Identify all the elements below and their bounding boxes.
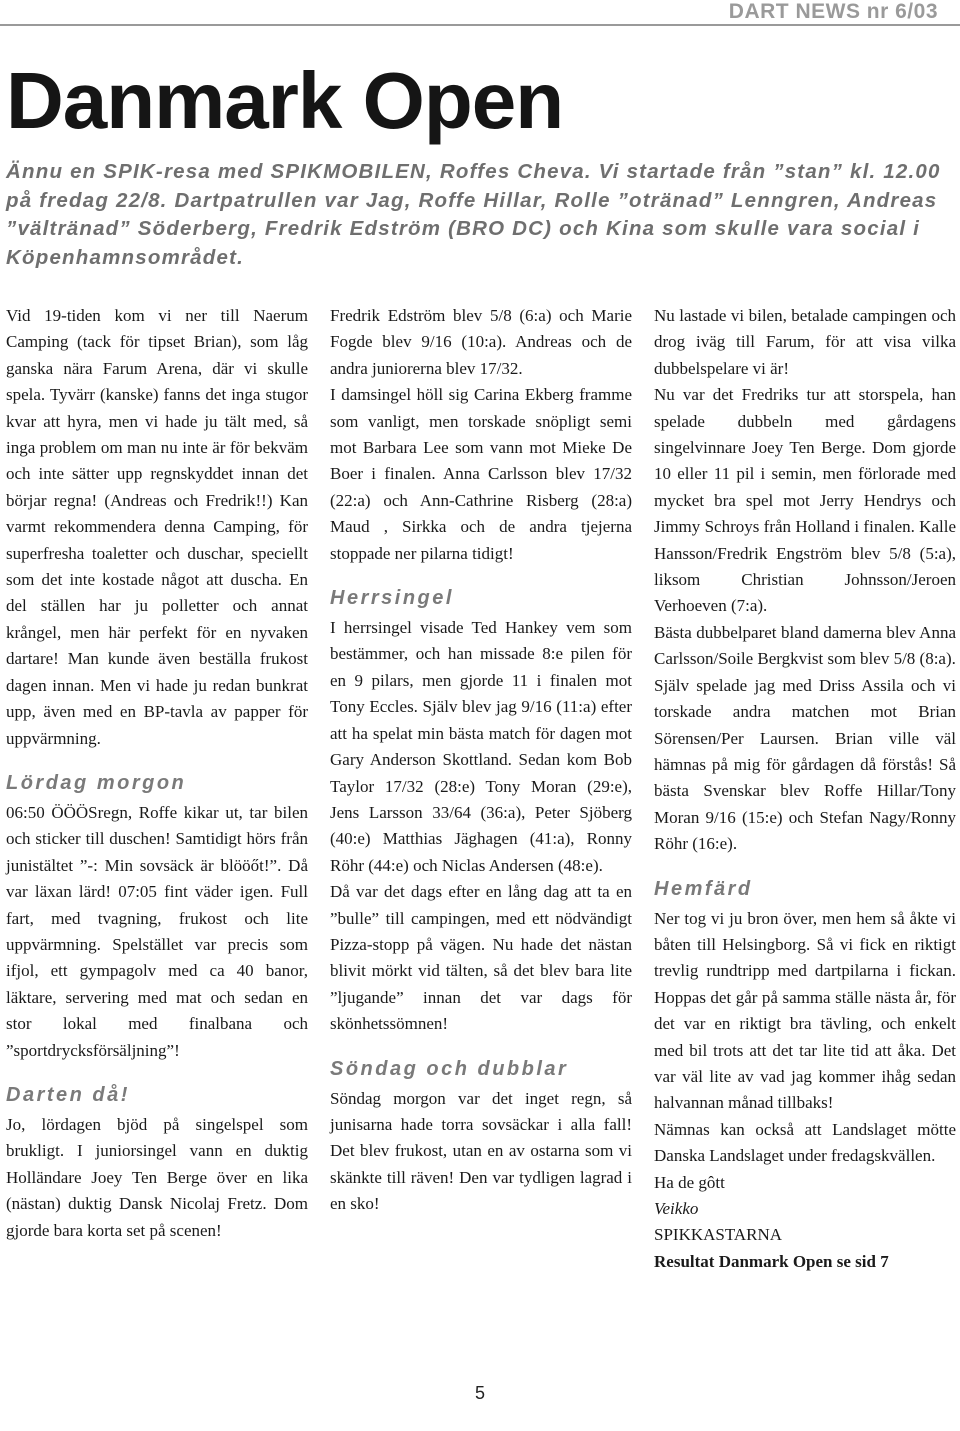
article-title: Danmark Open [6,56,564,145]
paragraph: 06:50 ÖÖÖSregn, Roffe kikar ut, tar bilen och sticker till duschen! Samtidigt hörs från junistältet ”-: Min sovsäck är blööőt!”. Då var läxan lärd! 07:05 fint väder igen. Full fart, med tvagning, frukost och lite uppvärmning. Spelstället var precis som ifjol, ett gympagolv med ca 40 banor, läktare, servering med mat och sedan en stor lokal med finalbana och ”sportdrycksförsäljning”! [6,802,308,1060]
paragraph: Nu var det Fredriks tur att storspela, han spelade dubbeln med gårdagens singelvinnare Joey Ten Berge. Dom gjorde 10 eller 11 pil i semin, men förlorade med mycket bra spel mot Jerry Hendrys och Jimmy Schroys från Holland i finalen. Kalle Hansson/Fredrik Engström blev 5/8 (5:a), liksom Christian Johnsson/Jeroen Verhoeven (7:a). [654,385,956,616]
paragraph: Vid 19-tiden kom vi ner till Naerum Camping (tack för tipset Brian), som låg ganska nära Farum Arena, där vi skulle spela. Tyvärr (kanske) fanns det inga stugor kvar att hyra, men vi hade ju tält med, så inga problem om man nu inte är för bekväm och inte sätter upp regnskyddet innan det börjar regna! (Andreas och Fredrik!!) Kan varmt rekommendera denna Camping, för superfresha toaletter och duschar, speciellt som det inte kostade något att duscha. En del ställen har ju polletter och annat krångel, men här perfekt för en nyvaken dartare! Man kunde även beställa frukost dagen innan. Men vi hade ju redan bunkrat upp, även med en BP-tavla av papper för uppvärmning. [6,306,308,748]
page-number: 5 [474,1383,485,1403]
paragraph: Själv spelade jag med Driss Assila och vi torskade andra matchen mot Brian Sörensen/Per Laursen. Brian ville väl hämnas på mig för gårdagen då förstås! Så bästa Svenskar blev Roffe Hillar/Tony Moran 9/16 (15:e) och Stefan Nagy/Ronny Röhr (16:e). [654,675,956,854]
section-heading-darten-da: Darten då! [6,1083,130,1106]
closing-line: Ha de gôtt [654,1172,725,1192]
paragraph: I herrsingel visade Ted Hankey vem som bestämmer, och han missade 8:e pilen för en 9 pilars, men gjorde 11 i finalen mot Tony Eccles. Själv blev jag 9/16 (11:a) efter att ha spelat min bästa match för dagen mot Gary Anderson Skottland. Sedan kom Bob Taylor 17/32 (28:e) Tony Moran (29:e), Jens Larsson 33/64 (36:a), Peter Sjöberg (40:e) Matthias Jäghagen (41:a), Ronny Röhr (44:e) och Niclas Andersen (48:e). [330,618,632,875]
article-intro: Ännu en SPIK-resa med SPIKMOBILEN, Roffes Cheva. Vi startade från ”stan” kl. 12.00 på fredag 22/8. Dartpatrullen var Jag, Roffe Hillar, Rolle ”otränad” Lenngren, Andreas ”vältränad” Söderberg, Fredrik Edström (BRO DC) och Kina som skulle vara social i Köpenhamnsområdet. [6,160,941,269]
paragraph: Bästa dubbelparet bland damerna blev Anna Carlsson/Soile Bergkvist som blev 5/8 (8:a). [654,622,956,669]
issue-label: DART NEWS nr 6/03 [728,0,938,23]
paragraph: Jo, lördagen bjöd på singelspel som brukligt. I juniorsingel vann en duktig Holländare Joey Ten Berge över en lika (nästan) duktig Dansk Nicolaj Fretz. Dom gjorde bara korta set på scenen! [6,1114,308,1240]
paragraph: Nämnas kan också att Landslaget mötte Danska Landslaget under fredagskvällen. [654,1119,956,1166]
column-1 [6,303,308,1244]
header-rule [0,24,960,26]
paragraph: I damsingel höll sig Carina Ekberg framme som vanligt, men torskade snöpligt semi mot Barbara Lee som vann mot Mieke De Boer i finalen. Anna Carlsson blev 17/32 (22:a) och Ann-Cathrine Risberg (28:a) Maud , Sirkka och de andra tjejerna stoppade ner pilarna tidigt! [330,385,632,563]
paragraph: Söndag morgon var det inget regn, så junisarna hade torra sovsäckar i alla fall! Det blev frukost, utan en av ostarna som vi skänkte till räven! Den var tydligen lagrad i en sko! [330,1088,632,1214]
section-heading-herrsingel: Herrsingel [330,587,454,610]
section-heading-hemfard: Hemfärd [654,877,753,900]
section-heading-sondag-och-dubblar: Söndag och dubblar [330,1057,569,1080]
column-2 [330,303,632,1218]
paragraph: Ner tog vi ju bron över, men hem så åkte vi båten till Helsingborg. Så vi fick en riktigt trevlig rundtripp med dartpilarna i fickan. Hoppas det går på samma ställe nästa år, för det var en riktigt bra tävling, och enkelt med bil trots att det tar lite tid att åka. Det var väl lite av vad jag kommer ihåg sedan halvannan månad tillbaks! [654,908,956,1113]
author-signature: Veikko [654,1199,699,1218]
sender-name: SPIKKASTARNA [654,1225,783,1245]
section-heading-lordag-morgon: Lördag morgon [6,771,187,794]
paragraph: Fredrik Edström blev 5/8 (6:a) och Marie Fogde blev 9/16 (10:a). Andreas och de andra juniorerna blev 17/32. [330,306,632,378]
results-note: Resultat Danmark Open se sid 7 [654,1251,889,1271]
paragraph: Nu lastade vi bilen, betalade campingen och drog iväg till Farum, för att visa vilka dubbelspelare vi är! [654,306,956,378]
paragraph: Då var det dags efter en lång dag att ta en ”bulle” till campingen, med ett nödvändigt Pizza-stopp på vägen. Nu hade det nästan blivit mörkt vid tälten, så det blev bara lite ”ljugande” innan det var dags för skönhetssömnen! [330,882,632,1034]
column-3 [654,303,956,1275]
page-header [0,0,960,26]
